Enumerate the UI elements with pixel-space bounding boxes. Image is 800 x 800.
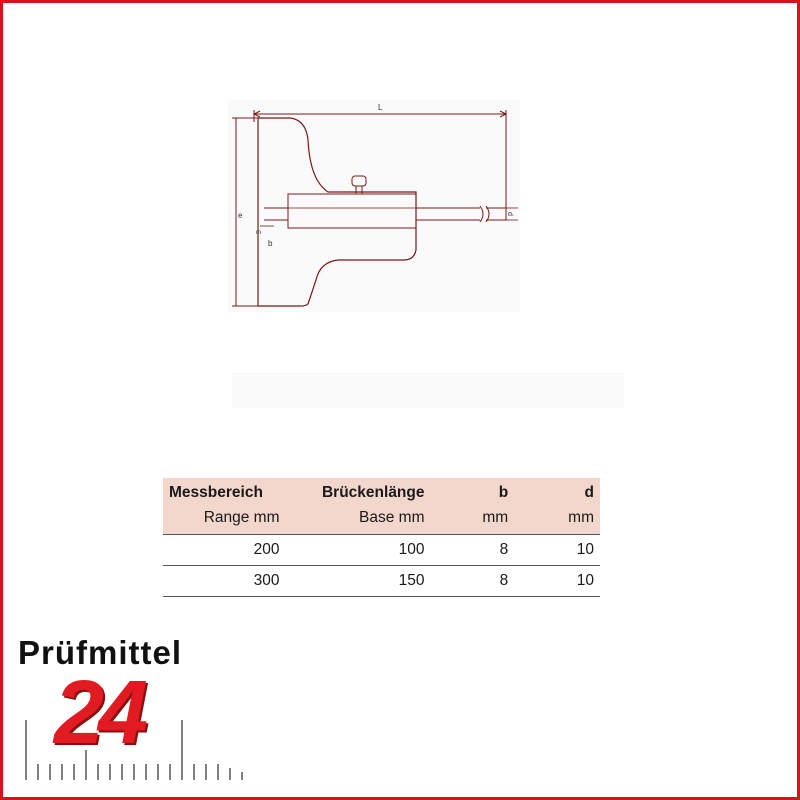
cell-range: 200	[163, 535, 286, 566]
cell-base: 100	[286, 535, 431, 566]
header-base-en: Base mm	[359, 509, 425, 526]
header-range-en: Range mm	[203, 509, 280, 526]
table-row	[163, 535, 600, 566]
spec-table-body	[163, 535, 600, 597]
cell-range: 300	[163, 566, 286, 597]
ruler-scale-icon	[20, 720, 260, 790]
cell-b: 8	[431, 535, 515, 566]
label-d: d	[506, 212, 513, 216]
label-b: b	[268, 239, 273, 248]
faint-caption-area	[232, 372, 624, 408]
label-L: L	[378, 103, 383, 112]
header-d-unit: mm	[568, 509, 594, 526]
label-e: e	[238, 211, 243, 220]
depth-gauge-svg	[228, 100, 520, 312]
spec-table-header	[163, 478, 600, 535]
drawing-background	[228, 100, 520, 312]
header-b: b	[498, 484, 509, 501]
logo-number: 24	[54, 663, 143, 763]
label-hm: m	[256, 230, 261, 236]
header-b-unit: mm	[482, 509, 509, 526]
cell-d: 10	[514, 566, 600, 597]
header-row-de	[163, 478, 600, 504]
header-d: d	[584, 484, 594, 501]
cell-d: 10	[514, 535, 600, 566]
depth-gauge-drawing	[228, 100, 520, 312]
header-base-de: Brückenlänge	[321, 484, 425, 501]
header-range-de: Messbereich	[169, 484, 263, 501]
header-row-en	[163, 504, 600, 535]
cell-base: 150	[286, 566, 431, 597]
logo-wordmark: Prüfmittel	[18, 634, 183, 671]
cell-b: 8	[431, 566, 515, 597]
spec-table	[163, 478, 600, 597]
ruler-ticks	[26, 720, 242, 780]
table-row	[163, 566, 600, 597]
